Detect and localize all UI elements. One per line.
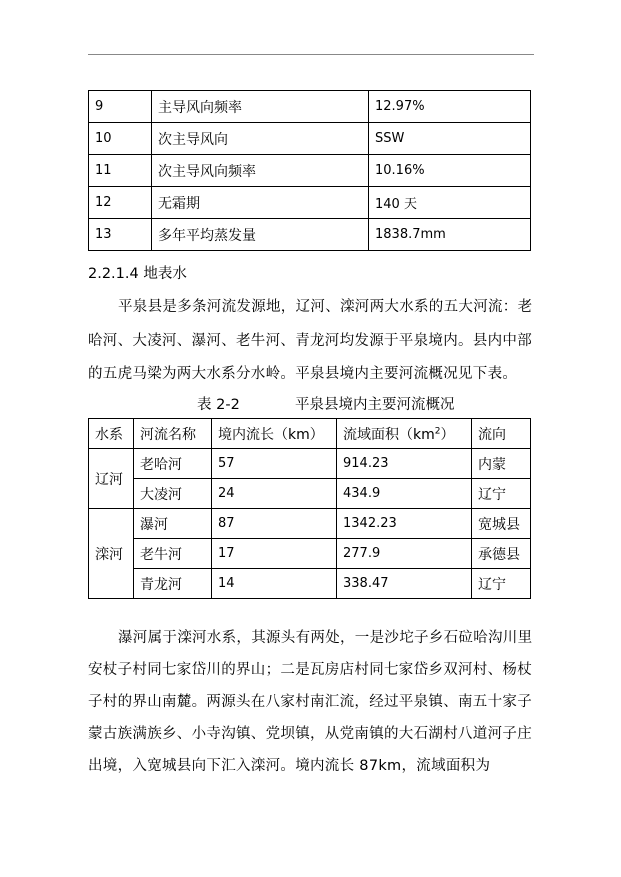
river-name: 青龙河 bbox=[134, 569, 212, 599]
paragraph-line: 蒙古族满族乡、小寺沟镇、党坝镇，从党南镇的大石湖村八道河子庄 bbox=[88, 726, 532, 742]
table-caption-number: 表 2-2 bbox=[197, 397, 240, 413]
river-length: 17 bbox=[212, 539, 337, 569]
table-caption-title: 平泉县境内主要河流概况 bbox=[295, 397, 455, 413]
table-row bbox=[89, 155, 531, 187]
table-row bbox=[89, 91, 531, 123]
row-item: 多年平均蒸发量 bbox=[152, 219, 369, 251]
river-name: 老哈河 bbox=[134, 449, 212, 479]
river-area: 1342.23 bbox=[337, 509, 472, 539]
row-value: SSW bbox=[369, 123, 531, 155]
river-flow: 辽宁 bbox=[472, 569, 531, 599]
header-flow: 流向 bbox=[472, 419, 531, 449]
river-name: 老牛河 bbox=[134, 539, 212, 569]
row-number: 9 bbox=[89, 91, 152, 123]
table-row bbox=[89, 123, 531, 155]
river-flow: 辽宁 bbox=[472, 479, 531, 509]
row-number: 12 bbox=[89, 187, 152, 219]
header-length: 境内流长（km） bbox=[212, 419, 337, 449]
row-item: 主导风向频率 bbox=[152, 91, 369, 123]
river-length: 57 bbox=[212, 449, 337, 479]
paragraph-line: 出境，入宽城县向下汇入滦河。境内流长 87km，流域面积为 bbox=[88, 758, 491, 774]
section-heading: 2.2.1.4 地表水 bbox=[88, 266, 187, 282]
river-name: 大凌河 bbox=[134, 479, 212, 509]
header-system: 水系 bbox=[89, 419, 134, 449]
river-area: 434.9 bbox=[337, 479, 472, 509]
river-table bbox=[88, 418, 531, 599]
header-rule bbox=[88, 54, 534, 55]
paragraph-line: 平泉县是多条河流发源地，辽河、滦河两大水系的五大河流：老 bbox=[118, 299, 533, 315]
row-value: 10.16% bbox=[369, 155, 531, 187]
table-header-row bbox=[89, 419, 531, 449]
table-row bbox=[89, 219, 531, 251]
row-value: 12.97% bbox=[369, 91, 531, 123]
river-area: 914.23 bbox=[337, 449, 472, 479]
river-length: 87 bbox=[212, 509, 337, 539]
river-area: 277.9 bbox=[337, 539, 472, 569]
table-row bbox=[89, 509, 531, 539]
river-area: 338.47 bbox=[337, 569, 472, 599]
table-row bbox=[89, 187, 531, 219]
row-item: 次主导风向频率 bbox=[152, 155, 369, 187]
table-row bbox=[89, 539, 531, 569]
river-name: 瀑河 bbox=[134, 509, 212, 539]
system-cell: 滦河 bbox=[89, 509, 134, 599]
paragraph-line: 的五虎马梁为两大水系分水岭。平泉县境内主要河流概况见下表。 bbox=[88, 366, 518, 382]
river-flow: 宽城县 bbox=[472, 509, 531, 539]
river-flow: 承德县 bbox=[472, 539, 531, 569]
table-row bbox=[89, 449, 531, 479]
paragraph-line: 瀑河属于滦河水系，其源头有两处，一是沙坨子乡石砬哈沟川里 bbox=[118, 630, 533, 646]
row-value: 140 天 bbox=[369, 187, 531, 219]
river-flow: 内蒙 bbox=[472, 449, 531, 479]
row-number: 11 bbox=[89, 155, 152, 187]
climate-table bbox=[88, 90, 531, 251]
system-cell: 辽河 bbox=[89, 449, 134, 509]
table-row bbox=[89, 569, 531, 599]
row-value: 1838.7mm bbox=[369, 219, 531, 251]
river-length: 14 bbox=[212, 569, 337, 599]
row-number: 10 bbox=[89, 123, 152, 155]
row-number: 13 bbox=[89, 219, 152, 251]
row-item: 次主导风向 bbox=[152, 123, 369, 155]
paragraph-line: 安杖子村同七家岱川的界山；二是瓦房店村同七家岱乡双河村、杨杖 bbox=[88, 662, 532, 678]
paragraph-line: 哈河、大凌河、瀑河、老牛河、青龙河均发源于平泉境内。县内中部 bbox=[88, 333, 532, 349]
table-row bbox=[89, 479, 531, 509]
row-item: 无霜期 bbox=[152, 187, 369, 219]
paragraph-line: 子村的界山南麓。两源头在八家村南汇流，经过平泉镇、南五十家子 bbox=[88, 694, 532, 710]
header-area: 流域面积$(km^2)$ bbox=[337, 419, 472, 449]
river-length: 24 bbox=[212, 479, 337, 509]
header-name: 河流名称 bbox=[134, 419, 212, 449]
